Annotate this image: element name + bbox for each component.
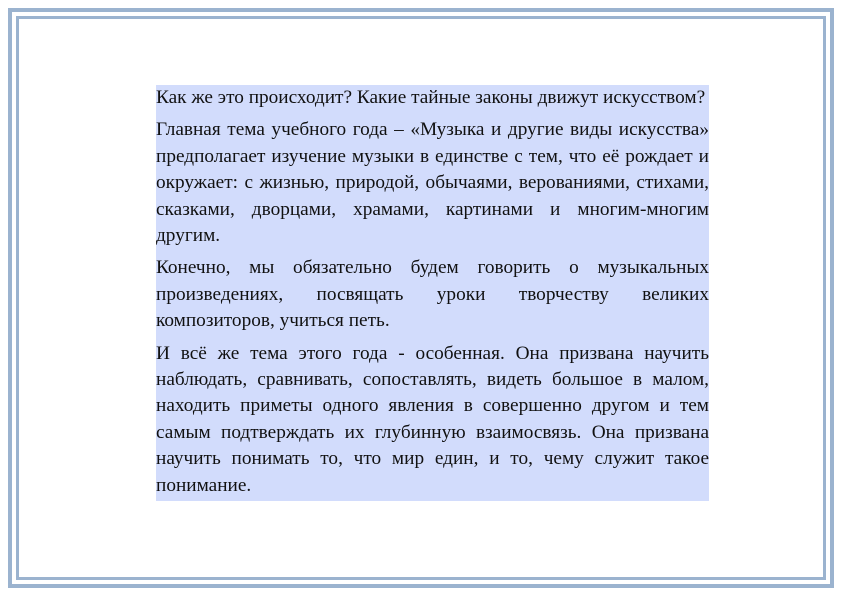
paragraph-4: И всё же тема этого года - особенная. Она призвана научить наблюдать, сравнивать, сопоставлять, видеть большое в малом, находить приметы одного явления в совершенно другом и тем самым подтверждать их глубинную взаимосвязь. Она призвана научить понимать то, что мир един, и то, чему служит такое понимание. bbox=[156, 342, 709, 496]
paragraph-1: Как же это происходит? Какие тайные законы движут искусством? bbox=[156, 87, 706, 108]
paragraph-2: Главная тема учебного года – «Музыка и другие виды искусства» предполагает изучение музыки в единстве с тем, что её рождает и окружает: с жизнью, природой, обычаями, верованиями, стихами, сказками, дворцами, храмами, картинами и многим-многим другим. bbox=[156, 119, 709, 247]
text-block bbox=[156, 85, 709, 501]
paragraph-3: Конечно, мы обязательно будем говорить о музыкальных произведениях, посвящать уроки творчеству великих композиторов, учиться петь. bbox=[156, 257, 709, 332]
